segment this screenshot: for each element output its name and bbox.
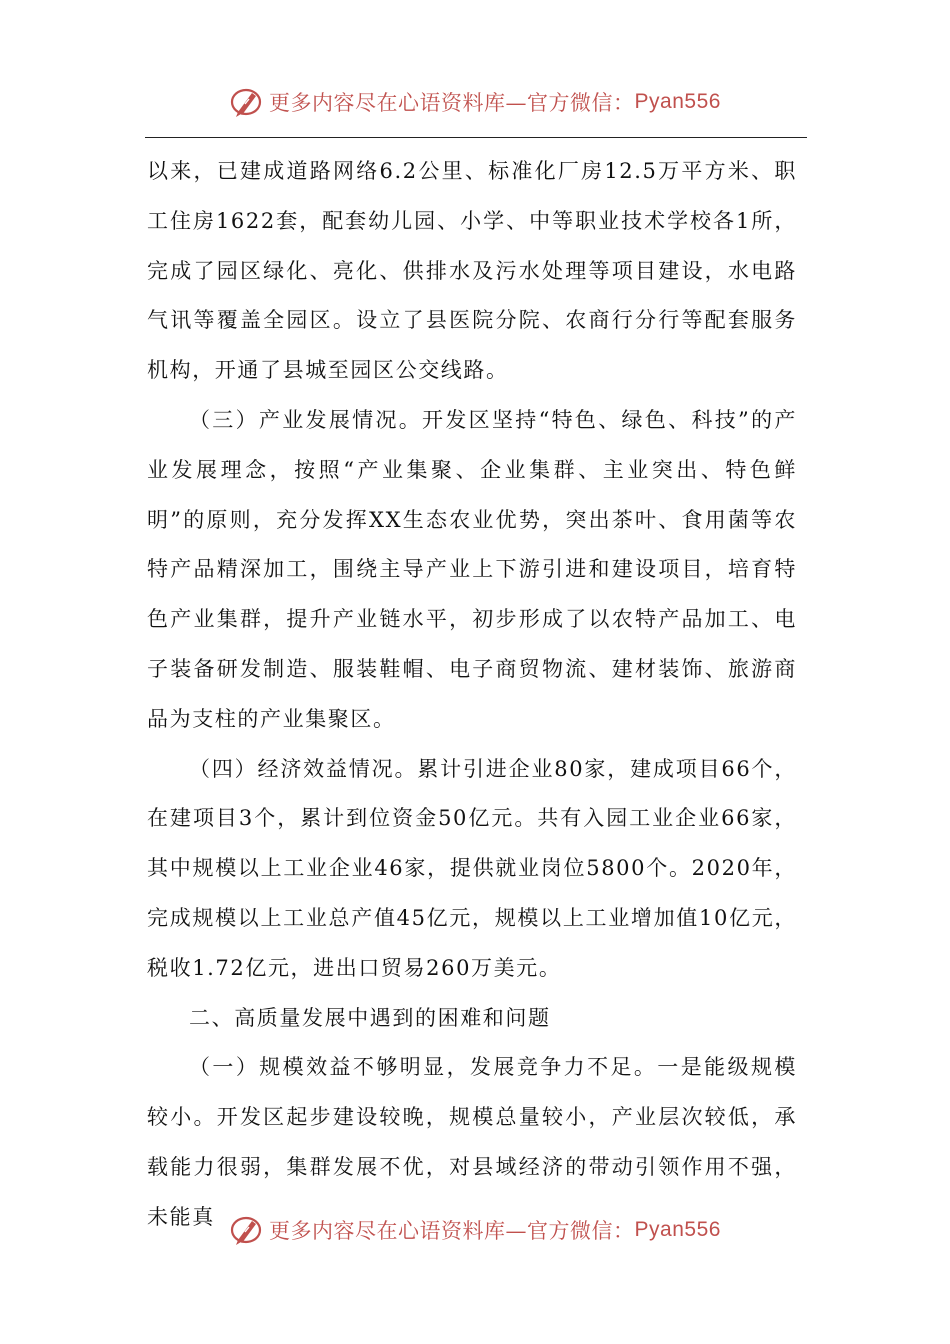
header-brand-text: 更多内容尽在心语资料库—官方微信： <box>269 91 635 115</box>
fountain-pen-logo-icon <box>229 85 263 119</box>
paragraph-continuation: 以来，已建成道路网络6.2公里、标准化厂房12.5万平方米、职工住房1622套，配套幼儿园、小学、中等职业技术学校各1所，完成了园区绿化、亮化、供排水及污水处理等项目建设，水电路气讯等覆盖全园区。设立了县医院分院、农商行分行等配套服务机构，开通了县城至园区公交线路。 <box>147 159 797 383</box>
paragraph-industry-development: （三）产业发展情况。开发区坚持“特色、绿色、科技”的产业发展理念，按照“产业集聚、企业集群、主业突出、特色鲜明”的原则，充分发挥XX生态农业优势，突出茶叶、食用菌等农特产品精深加工，围绕主导产业上下游引进和建设项目，培育特色产业集群，提升产业链水平，初步形成了以农特产品加工、电子装备研发制造、服装鞋帽、电子商贸物流、建材装饰、旅游商品为支柱的产业集聚区。 <box>147 407 797 731</box>
document-body <box>147 147 797 1243</box>
header-divider <box>145 137 807 138</box>
fountain-pen-logo-icon <box>229 1213 263 1247</box>
paragraph-economic-benefits: （四）经济效益情况。累计引进企业80家，建成项目66个，在建项目3个，累计到位资金50亿元。共有入园工业企业66家，其中规模以上工业企业46家，提供就业岗位5800个。2020年，完成规模以上工业总产值45亿元，规模以上工业增加值10亿元，税收1.72亿元，进出口贸易260万美元。 <box>147 756 797 980</box>
section-heading-difficulties: 二、高质量发展中遇到的困难和问题 <box>189 1005 551 1030</box>
footer-brand-text: 更多内容尽在心语资料库—官方微信： <box>269 1219 635 1243</box>
footer-wechat-id: Pyan556 <box>634 1218 721 1241</box>
page-footer <box>0 1210 950 1250</box>
page-header <box>0 82 950 122</box>
paragraph-scale-benefits: （一）规模效益不够明显，发展竞争力不足。一是能级规模较小。开发区起步建设较晚，规模总量较小，产业层次较低，承载能力很弱，集群发展不优，对县域经济的带动引领作用不强，未能真 <box>147 1055 797 1229</box>
header-wechat-id: Pyan556 <box>634 90 721 113</box>
